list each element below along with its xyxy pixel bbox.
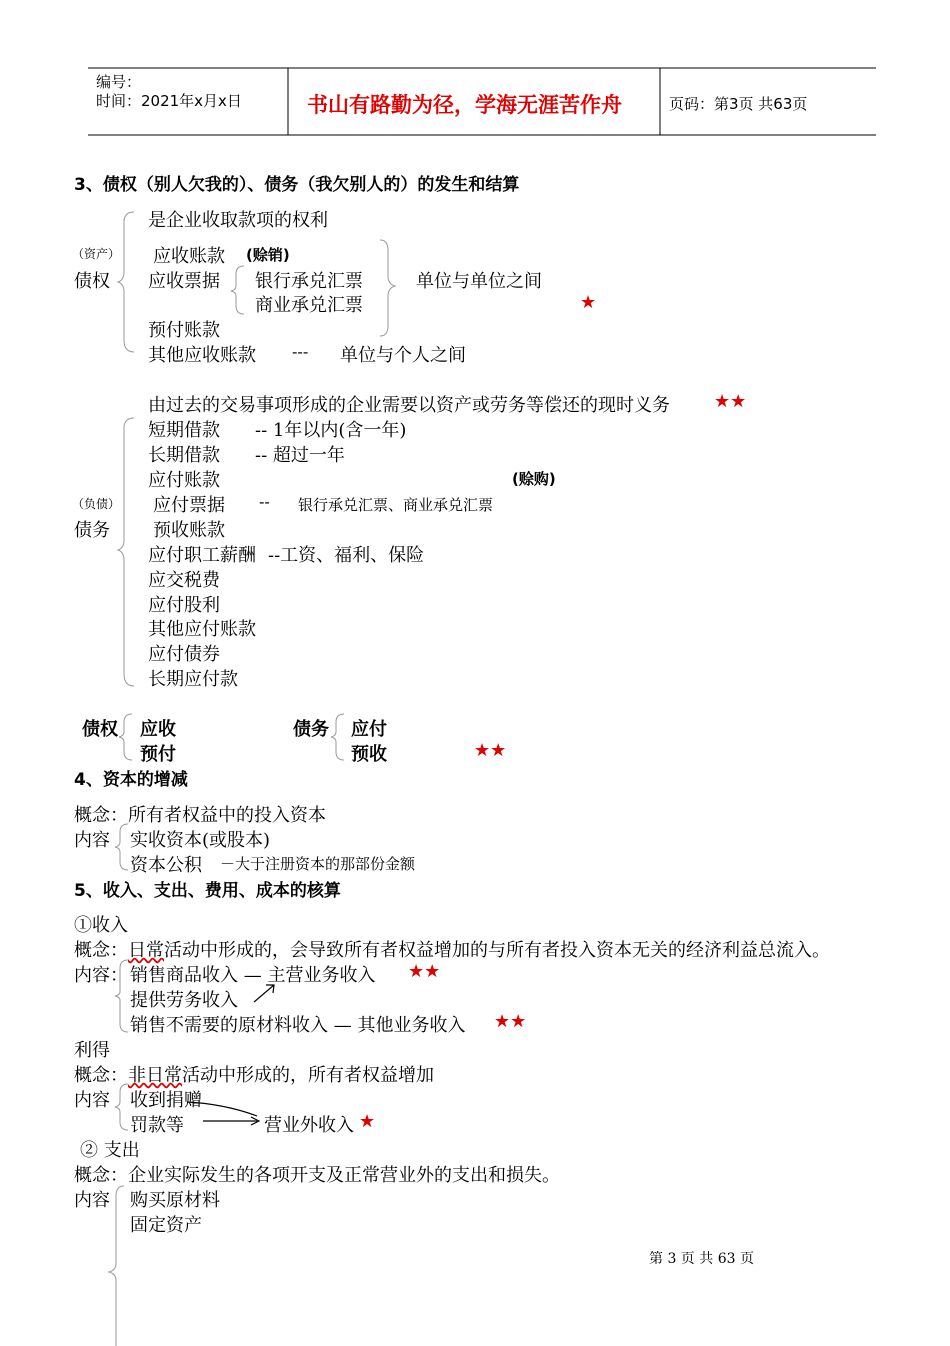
summary-payable: 应付: [351, 719, 387, 740]
debts-item-taxes: 应交税费: [148, 570, 220, 591]
debts-item-short-loan: 短期借款: [148, 420, 220, 441]
claims-definition: 是企业收取款项的权利: [148, 210, 328, 231]
gains-arrow-icon: [185, 1096, 265, 1126]
debts-definition: 由过去的交易事项形成的企业需要以资产或劳务等偿还的现时义务: [148, 395, 670, 416]
claims-label: 债权: [74, 271, 110, 292]
debts-item-bonds: 应付债券: [148, 644, 220, 665]
units-brace: [378, 238, 398, 338]
gains-item-donation: 收到捐赠: [130, 1090, 202, 1111]
bill-bank: 银行承兑汇票: [255, 271, 363, 292]
income-brace: [114, 958, 130, 1034]
unit-person-note: 单位与个人之间: [340, 345, 466, 366]
between-units-note: 单位与单位之间: [416, 271, 542, 292]
gains-star: ★: [359, 1111, 376, 1132]
expense-content-label: 内容: [74, 1190, 110, 1211]
gains-concept-underlined: 非日常: [128, 1065, 182, 1086]
sec5-title: 5、收入、支出、费用、成本的核算: [74, 881, 341, 901]
summary-debts-label: 债务: [293, 719, 329, 740]
time-label: 时间：2021年x月x日: [96, 92, 242, 110]
gains-concept-prefix: 概念：: [74, 1065, 128, 1086]
sec4-concept: 概念：所有者权益中的投入资本: [74, 805, 326, 826]
page-label: 页码：第3页 共63页: [669, 95, 808, 113]
summary-advance: 预收: [351, 744, 387, 765]
salary-note: --工资、福利、保险: [268, 545, 425, 566]
summary-stars: ★★: [474, 740, 507, 761]
summary-debts-brace: [330, 712, 346, 762]
income-row-sales: 销售商品收入 — 主营业务收入: [130, 965, 376, 986]
gains-result: 营业外收入: [264, 1115, 354, 1136]
sec3-title: 3、债权（别人欠我的）、债务（我欠别人的）的发生和结算: [74, 175, 520, 195]
credit-sale-note: (赊销): [246, 246, 290, 264]
paid-in-capital: 实收资本(或股本): [130, 830, 271, 851]
asset-tag: （资产）: [72, 247, 121, 261]
gains-item-penalty: 罚款等: [130, 1115, 184, 1136]
sec4-brace: [114, 822, 130, 872]
income-heading: ①收入: [74, 915, 128, 936]
claims-brace: [116, 210, 136, 355]
income-row-materials-stars: ★★: [494, 1011, 527, 1032]
claims-star: ★: [580, 292, 597, 313]
unit-person-dash: ---: [292, 342, 309, 361]
expense-concept: 概念：企业实际发生的各项开支及正常营业外的支出和损失。: [74, 1165, 560, 1186]
expense-brace: [106, 1184, 126, 1346]
debts-item-notes-payable: 应付票据: [153, 495, 225, 516]
debts-def-stars: ★★: [714, 391, 747, 412]
credit-purchase-note: (赊购): [512, 470, 556, 488]
gains-heading: 利得: [74, 1040, 110, 1061]
income-concept-underlined: 日常: [128, 940, 164, 961]
gains-concept-rest: 活动中形成的，所有者权益增加: [182, 1065, 434, 1086]
income-row-services: 提供劳务收入: [130, 990, 238, 1011]
claims-item-receivable: 应收账款: [153, 246, 225, 267]
short-loan-note: -- 1年以内(含一年): [255, 420, 407, 441]
capital-surplus-note: －大于注册资本的那部份金额: [220, 855, 416, 873]
summary-claims-label: 债权: [82, 719, 118, 740]
debts-item-other-payable: 其他应付账款: [148, 619, 256, 640]
income-row-materials: 销售不需要的原材料收入 — 其他业务收入: [130, 1015, 466, 1036]
debts-item-long-payable: 长期应付款: [148, 669, 238, 690]
expense-item-fixed-assets: 固定资产: [130, 1215, 202, 1236]
debts-label: 债务: [74, 520, 110, 541]
bill-note: 银行承兑汇票、商业承兑汇票: [298, 496, 494, 514]
long-loan-note: -- 超过一年: [255, 445, 345, 466]
gains-content-label: 内容: [74, 1090, 110, 1111]
debts-item-payable: 应付账款: [148, 470, 220, 491]
income-row-sales-stars: ★★: [408, 961, 441, 982]
bills-brace: [230, 264, 246, 316]
summary-prepaid: 预付: [140, 744, 176, 765]
claims-item-prepayments: 预付账款: [148, 320, 220, 341]
income-concept-rest: 活动中形成的，会导致所有者权益增加的与所有者投入资本无关的经济利益总流入。: [164, 940, 830, 961]
expense-heading: ② 支出: [80, 1140, 140, 1161]
income-concept: [74, 936, 830, 962]
summary-claims-brace: [118, 712, 134, 762]
sec4-content-label: 内容: [74, 830, 110, 851]
header-borders: [0, 0, 950, 140]
header-motto: 书山有路勤为径，学海无涯苦作舟: [307, 93, 622, 117]
bill-note-dash: --: [259, 492, 270, 511]
income-concept-prefix: 概念：: [74, 940, 128, 961]
liab-tag: （负债）: [72, 497, 121, 511]
capital-surplus: 资本公积: [130, 855, 202, 876]
debts-item-advance-receipts: 预收账款: [153, 520, 225, 541]
income-content-label: 内容：: [74, 965, 128, 986]
expense-item-materials: 购买原材料: [130, 1190, 220, 1211]
sec4-title: 4、资本的增减: [74, 770, 188, 790]
claims-item-other-receivable: 其他应收账款: [148, 345, 256, 366]
gains-brace: [114, 1082, 130, 1132]
summary-receivable: 应收: [140, 719, 176, 740]
services-arrow-icon: [252, 980, 282, 1004]
footer-page-number: 第 3 页 共 63 页: [649, 1251, 754, 1267]
debts-item-long-loan: 长期借款: [148, 445, 220, 466]
debts-item-salaries: 应付职工薪酬: [148, 545, 256, 566]
debts-item-dividends: 应付股利: [148, 595, 220, 616]
bill-commercial: 商业承兑汇票: [255, 295, 363, 316]
debts-brace: [116, 416, 136, 690]
claims-item-notes-receivable: 应收票据: [148, 271, 220, 292]
serial-label: 编号：: [96, 73, 142, 91]
